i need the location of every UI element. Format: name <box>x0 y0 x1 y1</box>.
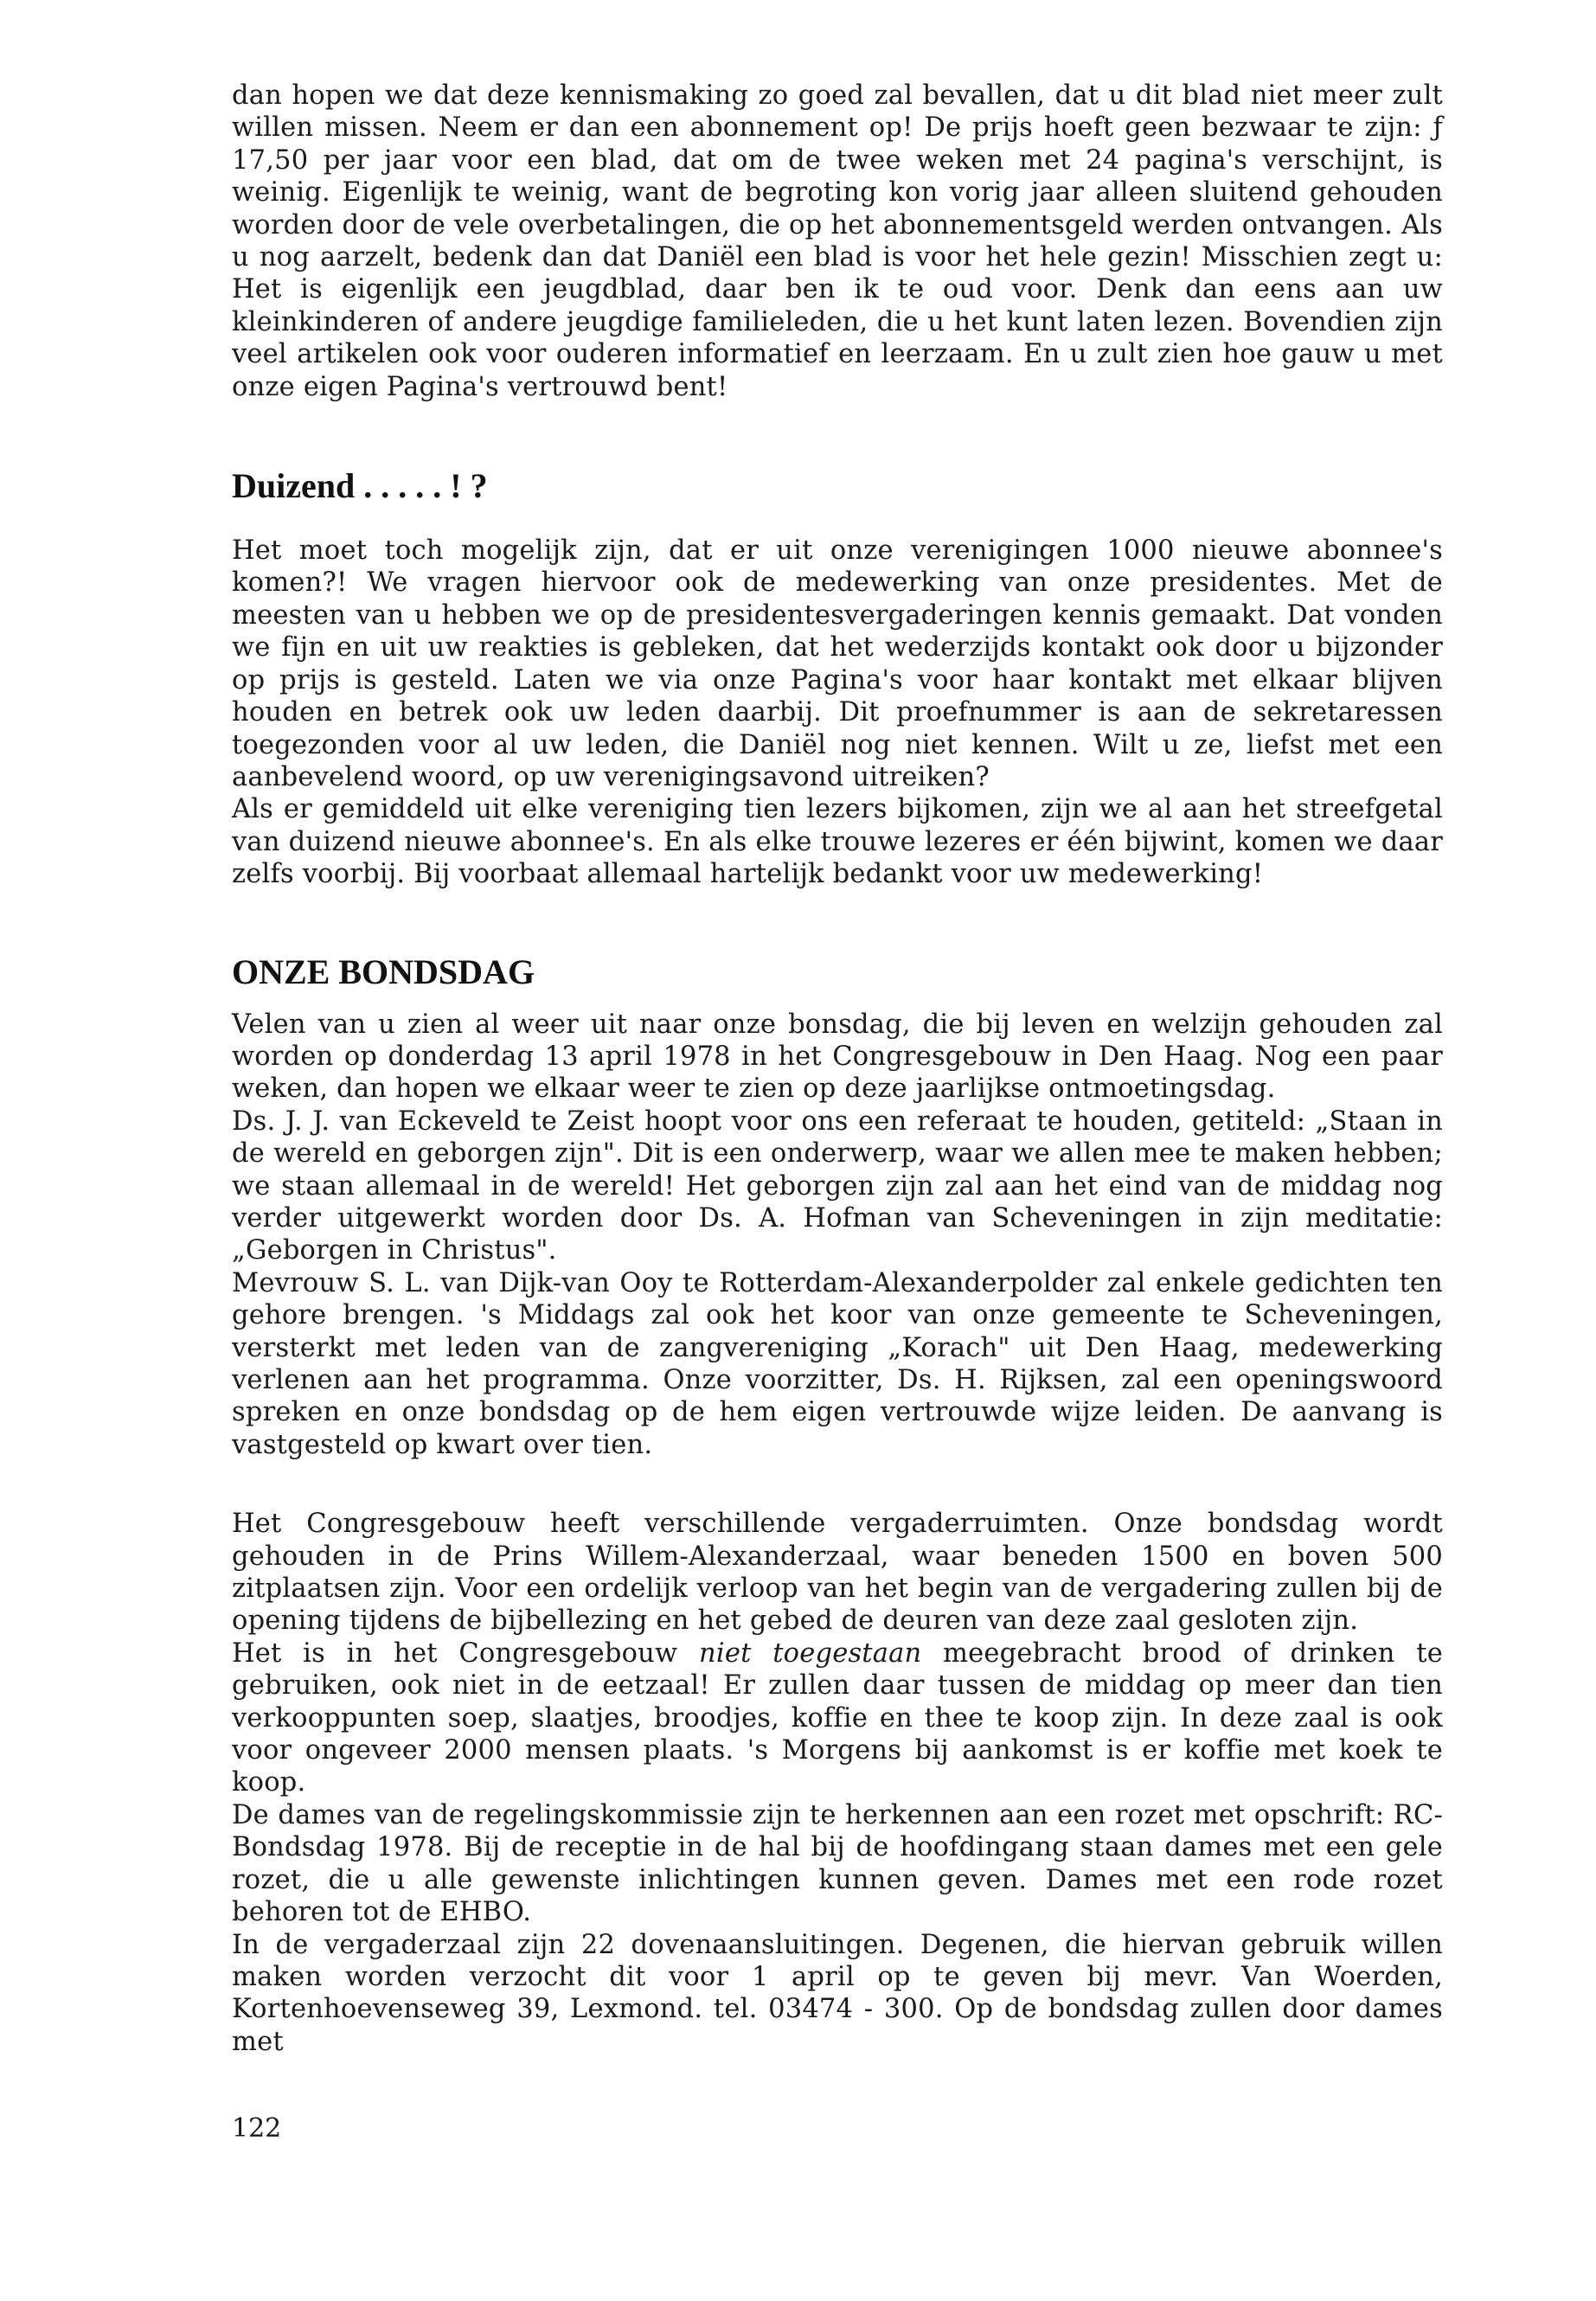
bondsdag-paragraph-6: De dames van de regelingskommissie zijn te herkennen aan een rozet met opschrift: RC-Bondsdag 1978. Bij de receptie in de hal bij de hoofdingang staan dames met een gele rozet, die u alle gewenste inlichtingen kunnen geven. Dames met een rode rozet behoren tot de EHBO. <box>232 1799 1443 1928</box>
paragraph-5-emphasis: niet toegestaan <box>699 1638 922 1669</box>
page-number: 122 <box>232 2113 282 2144</box>
bondsdag-paragraph-5 <box>232 1638 1443 1799</box>
intro-paragraph: dan hopen we dat deze kennismaking zo goed zal bevallen, dat u dit blad niet meer zult willen missen. Neem er dan een abonnement op! De prijs hoeft geen bezwaar te zijn: ƒ 17,50 per jaar voor een blad, dat om de twee weken met 24 pagina's verschijnt, is weinig. Eigenlijk te weinig, want de begroting kon vorig jaar alleen sluitend gehouden worden door de vele overbetalingen, die op het abonnementsgeld werden ontvangen. Als u nog aarzelt, bedenk dan dat Daniël een blad is voor het hele gezin! Misschien zegt u: Het is eigenlijk een jeugdblad, daar ben ik te oud voor. Denk dan eens aan uw kleinkinderen of andere jeugdige familieleden, die u het kunt laten lezen. Bovendien zijn veel artikelen ook voor ouderen informatief en leerzaam. En u zult zien hoe gauw u met onze eigen Pagina's vertrouwd bent! <box>232 80 1443 402</box>
bondsdag-paragraph-1: Velen van u zien al weer uit naar onze bonsdag, die bij leven en welzijn gehouden zal worden op donderdag 13 april 1978 in het Congresgebouw in Den Haag. Nog een paar weken, dan hopen we elkaar weer te zien op deze jaarlijkse ontmoetingsdag. <box>232 1009 1443 1105</box>
paragraph-5-text-a: Het is in het Congresgebouw <box>232 1638 700 1669</box>
heading-onze-bondsdag: ONZE BONDSDAG <box>232 952 535 991</box>
page-content <box>232 80 1443 2058</box>
duizend-paragraph-2: Als er gemiddeld uit elke vereniging tien lezers bijkomen, zijn we al aan het streefgetal van duizend nieuwe abonnee's. En als elke trouwe lezeres er één bijwint, komen we daar zelfs voorbij. Bij voorbaat allemaal hartelijk bedankt voor uw medewerking! <box>232 794 1443 890</box>
paragraph-5-text-b: meegebracht brood of drinken te gebruiken, ook niet in de eetzaal! Er zullen daar tussen de middag op meer dan tien verkooppunten soep, slaatjes, broodjes, koffie en thee te koop zijn. In deze zaal is ook voor ongeveer 2000 mensen plaats. 's Morgens bij aankomst is er koffie met koek te koop. <box>232 1638 1444 1798</box>
bondsdag-paragraph-7: In de vergaderzaal zijn 22 dovenaansluitingen. Degenen, die hiervan gebruik willen maken worden verzocht dit voor 1 april op te geven bij mevr. Van Woerden, Kortenhoevenseweg 39, Lexmond. tel. 03474 - 300. Op de bondsdag zullen door dames met <box>232 1929 1443 2057</box>
bondsdag-paragraph-2: Ds. J. J. van Eckeveld te Zeist hoopt voor ons een referaat te houden, getiteld: „Staan in de wereld en geborgen zijn". Dit is een onderwerp, waar we allen mee te maken hebben; we staan allemaal in de wereld! Het geborgen zijn zal aan het eind van de middag nog verder uitgewerkt worden door Ds. A. Hofman van Scheveningen in zijn meditatie: „Geborgen in Christus". <box>232 1106 1443 1266</box>
duizend-paragraph-1: Het moet toch mogelijk zijn, dat er uit onze verenigingen 1000 nieuwe abonnee's komen?! We vragen hiervoor ook de medewerking van onze presidentes. Met de meesten van u hebben we op de presidentesvergaderingen kennis gemaakt. Dat vonden we fijn en uit uw reakties is gebleken, dat het wederzijds kontakt ook door u bijzonder op prijs is gesteld. Laten we via onze Pagina's voor haar kontakt met elkaar blijven houden en betrek ook uw leden daarbij. Dit proefnummer is aan de sekretaressen toegezonden voor al uw leden, die Daniël nog niet kennen. Wilt u ze, liefst met een aanbevelend woord, op uw verenigingsavond uitreiken? <box>232 535 1443 792</box>
heading-duizend: Duizend . . . . . ! ? <box>232 466 488 506</box>
bondsdag-paragraph-4: Het Congresgebouw heeft verschillende vergaderruimten. Onze bondsdag wordt gehouden in de Prins Willem-Alexanderzaal, waar beneden 1500 en boven 500 zitplaatsen zijn. Voor een ordelijk verloop van het begin van de vergadering zullen bij de opening tijdens de bijbellezing en het gebed de deuren van deze zaal gesloten zijn. <box>232 1509 1443 1637</box>
bondsdag-paragraph-3: Mevrouw S. L. van Dijk-van Ooy te Rotterdam-Alexanderpolder zal enkele gedichten ten gehore brengen. 's Middags zal ook het koor van onze gemeente te Scheveningen, versterkt met leden van de zangvereniging „Korach" uit Den Haag, medewerking verlenen aan het programma. Onze voorzitter, Ds. H. Rijksen, zal een openingswoord spreken en onze bondsdag op de hem eigen vertrouwde wijze leiden. De aanvang is vastgesteld op kwart over tien. <box>232 1267 1443 1460</box>
